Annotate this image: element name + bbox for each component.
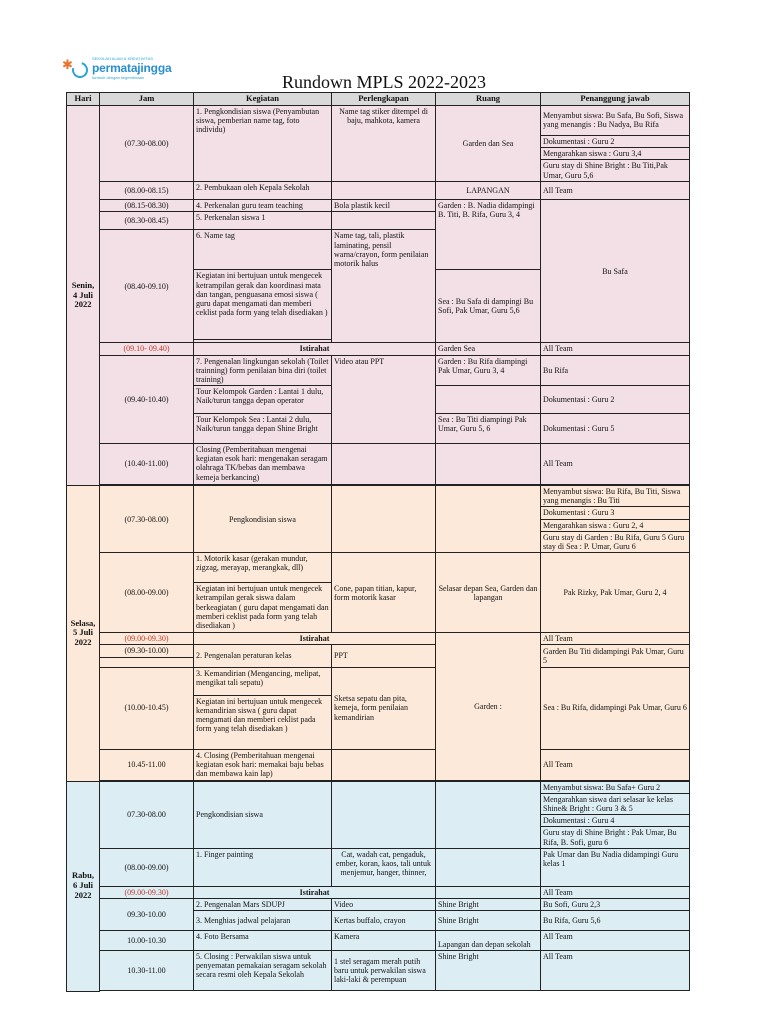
table-row xyxy=(67,355,690,386)
table-row xyxy=(67,667,690,695)
perlengkapan-cell xyxy=(332,444,436,485)
perlengkapan-cell: Kertas buffalo, crayon xyxy=(332,911,436,931)
logo-tagline: tumbuh dengan kegembiraan xyxy=(92,75,145,80)
pj-cell: All Team xyxy=(541,749,690,780)
pj-cell: Guru stay di Shine Bright : Pak Umar, Bu Rifa, B. Sofi, guru 6 xyxy=(541,827,690,848)
pj-cell: Bu Rifa xyxy=(541,355,690,386)
table-row xyxy=(67,553,690,583)
kegiatan-cell: Kegiatan ini bertujuan untuk mengecek kemandirian siswa ( guru dapat mengamati dan memberi ceklist pada form yang telah disediakan ) xyxy=(194,695,332,749)
jam-cell: (09.30-10.00) xyxy=(100,645,194,657)
logo-name: permatajingga xyxy=(92,61,172,75)
jam-cell: (08.00-08.15) xyxy=(100,182,194,200)
kegiatan-cell: 2. Pengenalan peraturan kelas xyxy=(194,645,332,667)
perlengkapan-cell: PPT xyxy=(332,645,436,667)
ruang-cell: Sea : Bu Safa di dampingi Bu Sofi, Pak Umar, Guru 5,6 xyxy=(436,270,541,343)
perlengkapan-cell: Cone, papan titian, kapur, form motorik kasar xyxy=(332,553,436,633)
ruang-cell: Shine Bright xyxy=(436,898,541,910)
ruang-cell xyxy=(436,886,541,898)
jam-cell: (09.10- 09.40) xyxy=(100,343,194,355)
kegiatan-cell: 6. Name tag xyxy=(194,230,332,270)
ruang-cell xyxy=(436,386,541,414)
perlengkapan-cell xyxy=(332,781,436,848)
ruang-cell: Garden dan Sea xyxy=(436,105,541,181)
kegiatan-cell: 7. Pengenalan lingkungan sekolah (Toilet trainning) form penilaian bina diri (toilet training) xyxy=(194,355,332,386)
kegiatan-cell: 2. Pembukaan oleh Kepala Sekolah xyxy=(194,182,332,200)
kegiatan-cell: Pengkondisian siswa xyxy=(194,781,332,848)
jam-cell: 09.30-10.00 xyxy=(100,898,194,930)
jam-cell: (08.00-09.00) xyxy=(100,848,194,886)
jam-cell: (07.30-08.00) xyxy=(100,105,194,181)
kegiatan-cell: Kegiatan ini bertujuan untuk mengecek ketrampilan gerak siswa dalam berkeagiatan ( guru dapat mengamati dan memberi ceklist pada form yang telah disediakan ) xyxy=(194,583,332,633)
ruang-cell: LAPANGAN xyxy=(436,182,541,200)
pj-cell: Bu Safa xyxy=(541,200,690,343)
kegiatan-cell: 1. Pengkondisian siswa (Penyambutan siswa, pemberian name tag, foto individu) xyxy=(194,105,332,181)
kegiatan-cell: 5. Closing : Perwakilan siswa untuk penyematan pemakaian seragam sekolah secara resmi oleh Kepala Sekolah xyxy=(194,951,332,991)
pj-cell: All Team xyxy=(541,931,690,951)
logo-small-text: SEKOLAH ALAM & KREATIVITAS xyxy=(92,56,153,61)
pj-cell: Dokumentasi : Guru 2 xyxy=(541,386,690,414)
jam-cell: (08.40-09.10) xyxy=(100,230,194,343)
pj-cell: Sea : Bu Rifa, didampingi Pak Umar, Guru 6 xyxy=(541,667,690,749)
pj-cell: Bu Sofi, Guru 2,3 xyxy=(541,898,690,910)
table-row xyxy=(67,200,690,212)
page-title: Rundown MPLS 2022-2023 xyxy=(281,72,487,92)
kegiatan-cell: 4. Closing (Pemberitahuan mengenai kegiatan esok hari: memakai baju bebas dan membawa kain lap) xyxy=(194,749,332,780)
perlengkapan-cell: Video xyxy=(332,898,436,910)
pj-cell: Dokumentasi : Guru 4 xyxy=(541,815,690,827)
header-penanggung-jawab: Penanggung jawab xyxy=(541,93,690,106)
perlengkapan-cell xyxy=(332,182,436,200)
jam-cell: (10.40-11.00) xyxy=(100,444,194,485)
table-row xyxy=(67,848,690,886)
pj-cell: All Team xyxy=(541,182,690,200)
jam-cell: (08.00-09.00) xyxy=(100,553,194,633)
table-row xyxy=(67,898,690,910)
jam-cell: 10.00-10.30 xyxy=(100,931,194,951)
perlengkapan-cell: Kamera xyxy=(332,931,436,951)
pj-cell: Dokumentasi : Guru 3 xyxy=(541,507,690,519)
jam-cell: (09.00-09.30) xyxy=(100,886,194,898)
table-row xyxy=(67,444,690,485)
pj-cell: All Team xyxy=(541,951,690,991)
table-row xyxy=(67,781,690,793)
jam-cell: (09.40-10.40) xyxy=(100,355,194,444)
ruang-cell xyxy=(436,848,541,886)
ruang-cell: Lapangan dan depan sekolah xyxy=(436,931,541,951)
rundown-table xyxy=(66,92,690,992)
pj-cell: Menyambut siswa: Bu Rifa, Bu Titi, Siswa yang menangis : Bu Titi xyxy=(541,486,690,507)
table-row xyxy=(67,991,690,992)
jam-cell: 10.45-11.00 xyxy=(100,749,194,780)
kegiatan-cell: Tour Kelompok Garden : Lantai 1 dulu, Naik/turun tangga depan operator xyxy=(194,386,332,414)
ruang-cell: Selasar depan Sea, Garden dan lapangan xyxy=(436,553,541,633)
table-row xyxy=(67,645,690,657)
header-hari: Hari xyxy=(67,93,100,106)
jam-cell: (08.15-08.30) xyxy=(100,200,194,212)
pj-cell: Dokumentasi : Guru 2 xyxy=(541,135,690,147)
kegiatan-cell: 2. Pengenalan Mars SDUPJ xyxy=(194,898,332,910)
table-row xyxy=(67,486,690,507)
header-row xyxy=(67,93,690,106)
kegiatan-cell: 1. Finger painting xyxy=(194,848,332,886)
table-row xyxy=(67,951,690,991)
perlengkapan-cell xyxy=(332,486,436,553)
istirahat-cell: Istirahat xyxy=(194,633,436,645)
table-row xyxy=(67,931,690,951)
table-row xyxy=(67,343,690,355)
jam-cell: 10.30-11.00 xyxy=(100,951,194,991)
perlengkapan-cell: Cat, wadah cat, pengaduk, ember, koran, kaos, tali untuk menjemur, hanger, thinner, xyxy=(332,848,436,886)
day-cell: Rabu, 6 Juli 2022 xyxy=(67,781,100,991)
pj-cell: Mengarahkan siswa : Guru 2, 4 xyxy=(541,519,690,531)
pj-cell: Pak Rizky, Pak Umar, Guru 2, 4 xyxy=(541,553,690,633)
table-row xyxy=(67,886,690,898)
pj-cell: All Team xyxy=(541,633,690,645)
pj-cell: Mengarahkan siswa dari selasar ke kelas Shine& Bright : Guru 3 & 5 xyxy=(541,793,690,814)
pj-cell: All Team xyxy=(541,444,690,485)
pj-cell: Garden Bu Titi didampingi Pak Umar, Guru 5 xyxy=(541,645,690,667)
ruang-cell: Sea : Bu Titi diampingi Pak Umar, Guru 5, 6 xyxy=(436,414,541,444)
ruang-cell: Garden Sea xyxy=(436,343,541,355)
istirahat-cell: Istirahat xyxy=(194,343,436,355)
table-row xyxy=(67,105,690,135)
perlengkapan-cell xyxy=(332,749,436,780)
perlengkapan-cell: Name tag stiker ditempel di baju, mahkota, kamera xyxy=(332,105,436,181)
jam-cell: (08.30-08.45) xyxy=(100,212,194,230)
kegiatan-cell: 3. Menghias jadwal pelajaran xyxy=(194,911,332,931)
header-ruang: Ruang xyxy=(436,93,541,106)
kegiatan-cell: Tour Kelompok Sea : Lantai 2 dulu, Naik/turun tangga depan Shine Bright xyxy=(194,414,332,444)
jam-cell: (09.00-09.30) xyxy=(100,633,194,645)
perlengkapan-cell: Bola plastik kecil xyxy=(332,200,436,212)
kegiatan-cell: Kegiatan ini bertujuan untuk mengecek ketrampilan gerak dan koordinasi mata dan tangan, penguasana emosi siswa ( guru dapat mengamati dan memberi ceklist pada form yang telah disediakan ) xyxy=(194,270,332,340)
kegiatan-cell: 3. Kemandirian (Mengancing, melipat, mengikat tali sepatu) xyxy=(194,667,332,695)
star-icon: ✱ xyxy=(62,57,73,72)
ruang-cell: Garden : Bu Rifa diampingi Pak Umar, Guru 3, 4 xyxy=(436,355,541,386)
header-jam: Jam xyxy=(100,93,194,106)
header-kegiatan: Kegiatan xyxy=(194,93,332,106)
kegiatan-cell: 4. Perkenalan guru team teaching xyxy=(194,200,332,212)
ruang-cell: Shine Bright xyxy=(436,951,541,991)
pj-cell: Dokumentasi : Guru 5 xyxy=(541,414,690,444)
pj-cell: Menyambut siswa: Bu Safa, Bu Sofi, Siswa yang menangis : Bu Nadya, Bu Rifa xyxy=(541,105,690,135)
pj-cell: Guru stay di Shine Bright : Bu Titi,Pak Umar, Guru 5,6 xyxy=(541,160,690,182)
perlengkapan-cell: Video atau PPT xyxy=(332,355,436,444)
table-row xyxy=(67,633,690,645)
istirahat-cell: Istirahat xyxy=(194,886,436,898)
ruang-cell: Shine Bright xyxy=(436,911,541,931)
ruang-cell: Garden : B. Nadia didampingi B. Titi, B. Rifa, Guru 3, 4 xyxy=(436,200,541,270)
jam-cell xyxy=(100,657,194,667)
kegiatan-cell: 4. Foto Bersama xyxy=(194,931,332,951)
header-perlengkapan: Perlengkapan xyxy=(332,93,436,106)
pj-cell: Guru stay di Garden : Bu Rifa, Guru 5 Guru stay di Sea : P. Umar, Guru 6 xyxy=(541,531,690,552)
pj-cell: Menyambut siswa: Bu Safa+ Guru 2 xyxy=(541,781,690,793)
pj-cell: Pak Umar dan Bu Nadia didampingi Guru kelas 1 xyxy=(541,848,690,886)
kegiatan-cell: 1. Motorik kasar (gerakan mundur, zigzag, merayap, merangkak, dll) xyxy=(194,553,332,583)
pj-cell: Bu Rifa, Guru 5,6 xyxy=(541,911,690,931)
table-row xyxy=(67,749,690,780)
kegiatan-cell: Closing (Pemberitahuan mengenai kegiatan esok hari: mengenakan seragam olahraga TK/bebas dan membawa kemeja berkancing) xyxy=(194,444,332,485)
jam-cell: (07.30-08.00) xyxy=(100,486,194,553)
table-row xyxy=(67,182,690,200)
jam-cell: 07.30-08.00 xyxy=(100,781,194,848)
day-cell: Selasa, 5 Juli 2022 xyxy=(67,486,100,782)
ruang-cell xyxy=(436,486,541,553)
pj-cell: All Team xyxy=(541,343,690,355)
perlengkapan-cell xyxy=(332,212,436,230)
pj-cell: All Team xyxy=(541,886,690,898)
ruang-cell: Garden : xyxy=(436,633,541,780)
day-cell: Senin, 4 Juli 2022 xyxy=(67,105,100,485)
jam-cell: (10.00-10.45) xyxy=(100,667,194,749)
ruang-cell xyxy=(436,781,541,848)
perlengkapan-cell: Name tag, tali, plastik laminating, pensil warna/crayon, form penilaian motorik halus xyxy=(332,230,436,343)
perlengkapan-cell: 1 stel seragam merah putih baru untuk perwakilan siswa laki-laki & perempuan xyxy=(332,951,436,991)
kegiatan-cell: Pengkondisian siswa xyxy=(194,486,332,553)
perlengkapan-cell: Sketsa sepatu dan pita, kemeja, form penilaian kemandirian xyxy=(332,667,436,749)
kegiatan-cell: 5. Perkenalan siswa 1 xyxy=(194,212,332,230)
ruang-cell xyxy=(436,444,541,485)
pj-cell: Mengarahkan siswa : Guru 3,4 xyxy=(541,147,690,159)
